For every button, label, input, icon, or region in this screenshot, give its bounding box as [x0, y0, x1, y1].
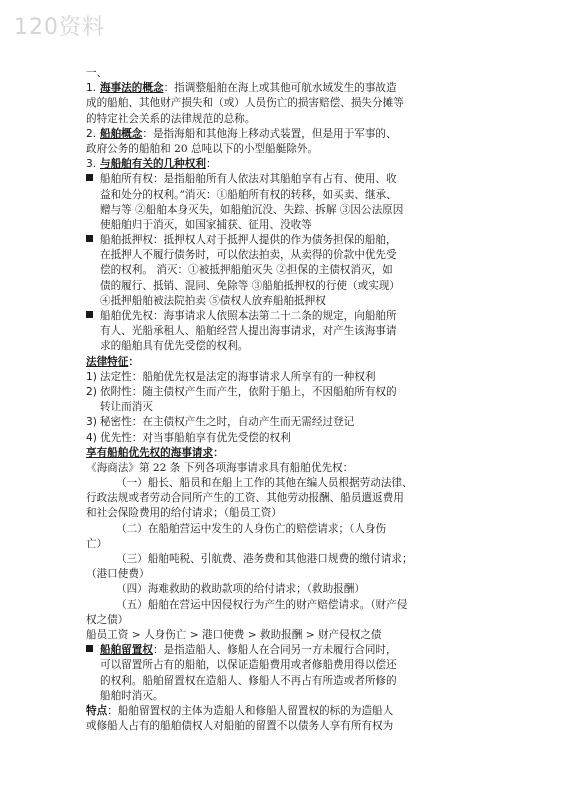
- bullet-text: 船舶优先权：海事请求人依照本法第二十二条的规定，向船舶所: [100, 310, 397, 322]
- claim-line: （一）船长、船员和在船上工作的其他在编人员根据劳动法律、: [116, 477, 413, 490]
- bullet-priority: [86, 309, 484, 324]
- priority-claims-title: 享有船舶优先权的海事请求: [86, 446, 214, 459]
- bullet-text-line: 益和处分的权利。”消灭：①船舶所有权的转移，如买卖、继承、: [100, 188, 397, 201]
- feature-number: 3): [86, 416, 97, 429]
- square-bullet-icon: [86, 235, 93, 242]
- feature-text: 秘密性：在主债权产生之时，自动产生而无需经过登记: [100, 416, 355, 429]
- bullet-ownership: [86, 172, 484, 187]
- item-number: 2.: [86, 127, 97, 140]
- bullet-text: 船舶所有权：是指船舶所有人依法对其船舶享有占有、使用、收: [100, 173, 397, 186]
- feature-text: 优先性：对当事船舶享有优先受偿的权利: [100, 431, 291, 444]
- legal-features-heading: [86, 355, 484, 370]
- claim-line: （港口使费）: [86, 568, 150, 581]
- term-ship-lien: 船舶留置权: [100, 644, 153, 657]
- item-text: ：: [205, 158, 217, 171]
- bullet-text-line: 债的履行、抵销、混同、免除等 ③船舶抵押权的行使（或实现）: [100, 279, 400, 292]
- feature-item: [86, 385, 484, 400]
- section-heading: 一、: [86, 67, 108, 79]
- feature-item: [86, 415, 484, 430]
- term-ship: 船舶概念: [100, 127, 143, 140]
- bullet-text-line: ④抵押船舶被法院拍卖 ⑤债权人放弃船舶抵押权: [100, 294, 326, 307]
- features-text: ：船舶留置权的主体为造船人和修船人留置权的标的为造船人: [107, 704, 394, 717]
- features-term: 特点: [86, 704, 108, 717]
- item-ship-rights: [86, 157, 484, 172]
- document-page: [86, 66, 484, 734]
- square-bullet-icon: [86, 311, 93, 318]
- bullet-text-line: 求的船舶具有优先受偿的权利。: [100, 340, 249, 353]
- term-ship-rights: 与船舶有关的几种权利: [100, 158, 206, 171]
- square-bullet-icon: [86, 174, 93, 181]
- legal-features-title: 法律特征: [86, 355, 129, 368]
- lien-features: [86, 704, 484, 719]
- item-text-line: 政府公务的船舶和 20 总吨以下的小型船艇除外。: [86, 142, 319, 155]
- claim-line: 行政法规或者劳动合同所产生的工资、其他劳动报酬、船员遣返费用: [86, 492, 404, 505]
- priority-claims-intro: 《海商法》第 22 条 下列各项海事请求具有船舶优先权：: [86, 461, 354, 474]
- priority-claims-heading: [86, 446, 484, 461]
- claim-line: （五）船舶在营运中因侵权行为产生的财产赔偿请求。（财产侵: [116, 598, 408, 611]
- item-text: ：是指海船和其他海上移动式装置，但是用于军事的、: [142, 127, 397, 140]
- bullet-text-line: 船舶时消灭。: [100, 689, 164, 702]
- item-maritime-law-concept: [86, 81, 484, 96]
- claim-line: 和社会保险费用的给付请求；（船员工资）: [86, 507, 282, 520]
- item-ship-concept: [86, 127, 484, 142]
- bullet-text-line: 偿的权利。 消灭：①被抵押船舶灭失 ②担保的主债权消灭，如: [100, 264, 393, 277]
- item-number: 1.: [86, 82, 97, 95]
- feature-item: [86, 431, 484, 446]
- priority-claims-colon: ：: [213, 446, 224, 459]
- bullet-mortgage: [86, 233, 484, 248]
- feature-text: 法定性：船舶优先权是法定的海事请求人所享有的一种权利: [100, 370, 376, 383]
- item-number: 3.: [86, 158, 97, 171]
- bullet-text-line: 赠与等 ②船舶本身灭失，如船舶沉没、失踪、拆解 ③因公法原因: [100, 203, 404, 216]
- claim-line: （三）船舶吨税、引航费、港务费和其他港口规费的缴付请求；: [116, 553, 413, 565]
- bullet-text-line: 有人、光船承租人、船舶经营人提出海事请求，对产生该海事请: [100, 325, 397, 338]
- claim-line: 亡）: [86, 537, 108, 550]
- feature-number: 1): [86, 370, 97, 383]
- bullet-text-line: 的权利。船舶留置权在造船人、修船人不再占有所造或者所修的: [100, 674, 397, 687]
- claim-line: （四）海难救助的救助款项的给付请求；（救助报酬）: [116, 583, 365, 596]
- item-text-line: 的特定社会关系的法律规范的总称。: [86, 112, 256, 125]
- feature-number: 2): [86, 385, 97, 398]
- features-text-line: 或修船人占有的船舶债权人对船舶的留置不以债务人享有所有权为: [86, 720, 394, 733]
- item-text-line: 成的船舶、其他财产损失和（或）人员伤亡的损害赔偿、损失分摊等: [86, 97, 404, 110]
- claim-line: 权之债）: [86, 613, 129, 626]
- square-bullet-icon: [86, 645, 93, 652]
- feature-item: [86, 370, 484, 385]
- watermark: 120资料: [14, 15, 105, 40]
- bullet-text-line: 使船舶归于消灭，如国家捕获、征用、没收等: [100, 218, 312, 231]
- bullet-text-line: 在抵押人不履行债务时，可以依法拍卖，从卖得的价款中优先受: [100, 249, 397, 262]
- bullet-text-line: 可以留置所占有的船舶，以保证造船费用或者修船费用得以偿还: [100, 659, 397, 672]
- feature-number: 4): [86, 431, 97, 444]
- bullet-text: ：是指造船人、修船人在合同另一方未履行合同时，: [152, 644, 397, 657]
- priority-order: 船员工资 > 人身伤亡 > 港口使费 > 救助报酬 > 财产侵权之债: [86, 628, 382, 641]
- legal-features-colon: ：: [128, 355, 139, 368]
- feature-text: 依附性：随主债权产生而产生，依附于船上，不因船舶所有权的: [100, 385, 397, 398]
- term-maritime-law: 海事法的概念: [100, 82, 164, 95]
- item-text: ：指调整船舶在海上或其他可航水域发生的事故造: [163, 82, 397, 95]
- bullet-lien: [86, 643, 484, 658]
- claim-line: （二）在船舶营运中发生的人身伤亡的赔偿请求；（人身伤: [116, 522, 387, 535]
- bullet-text: 船舶抵押权：抵押权人对于抵押人提供的作为债务担保的船舶，: [100, 234, 397, 247]
- feature-text-line: 转让而消灭: [100, 401, 153, 414]
